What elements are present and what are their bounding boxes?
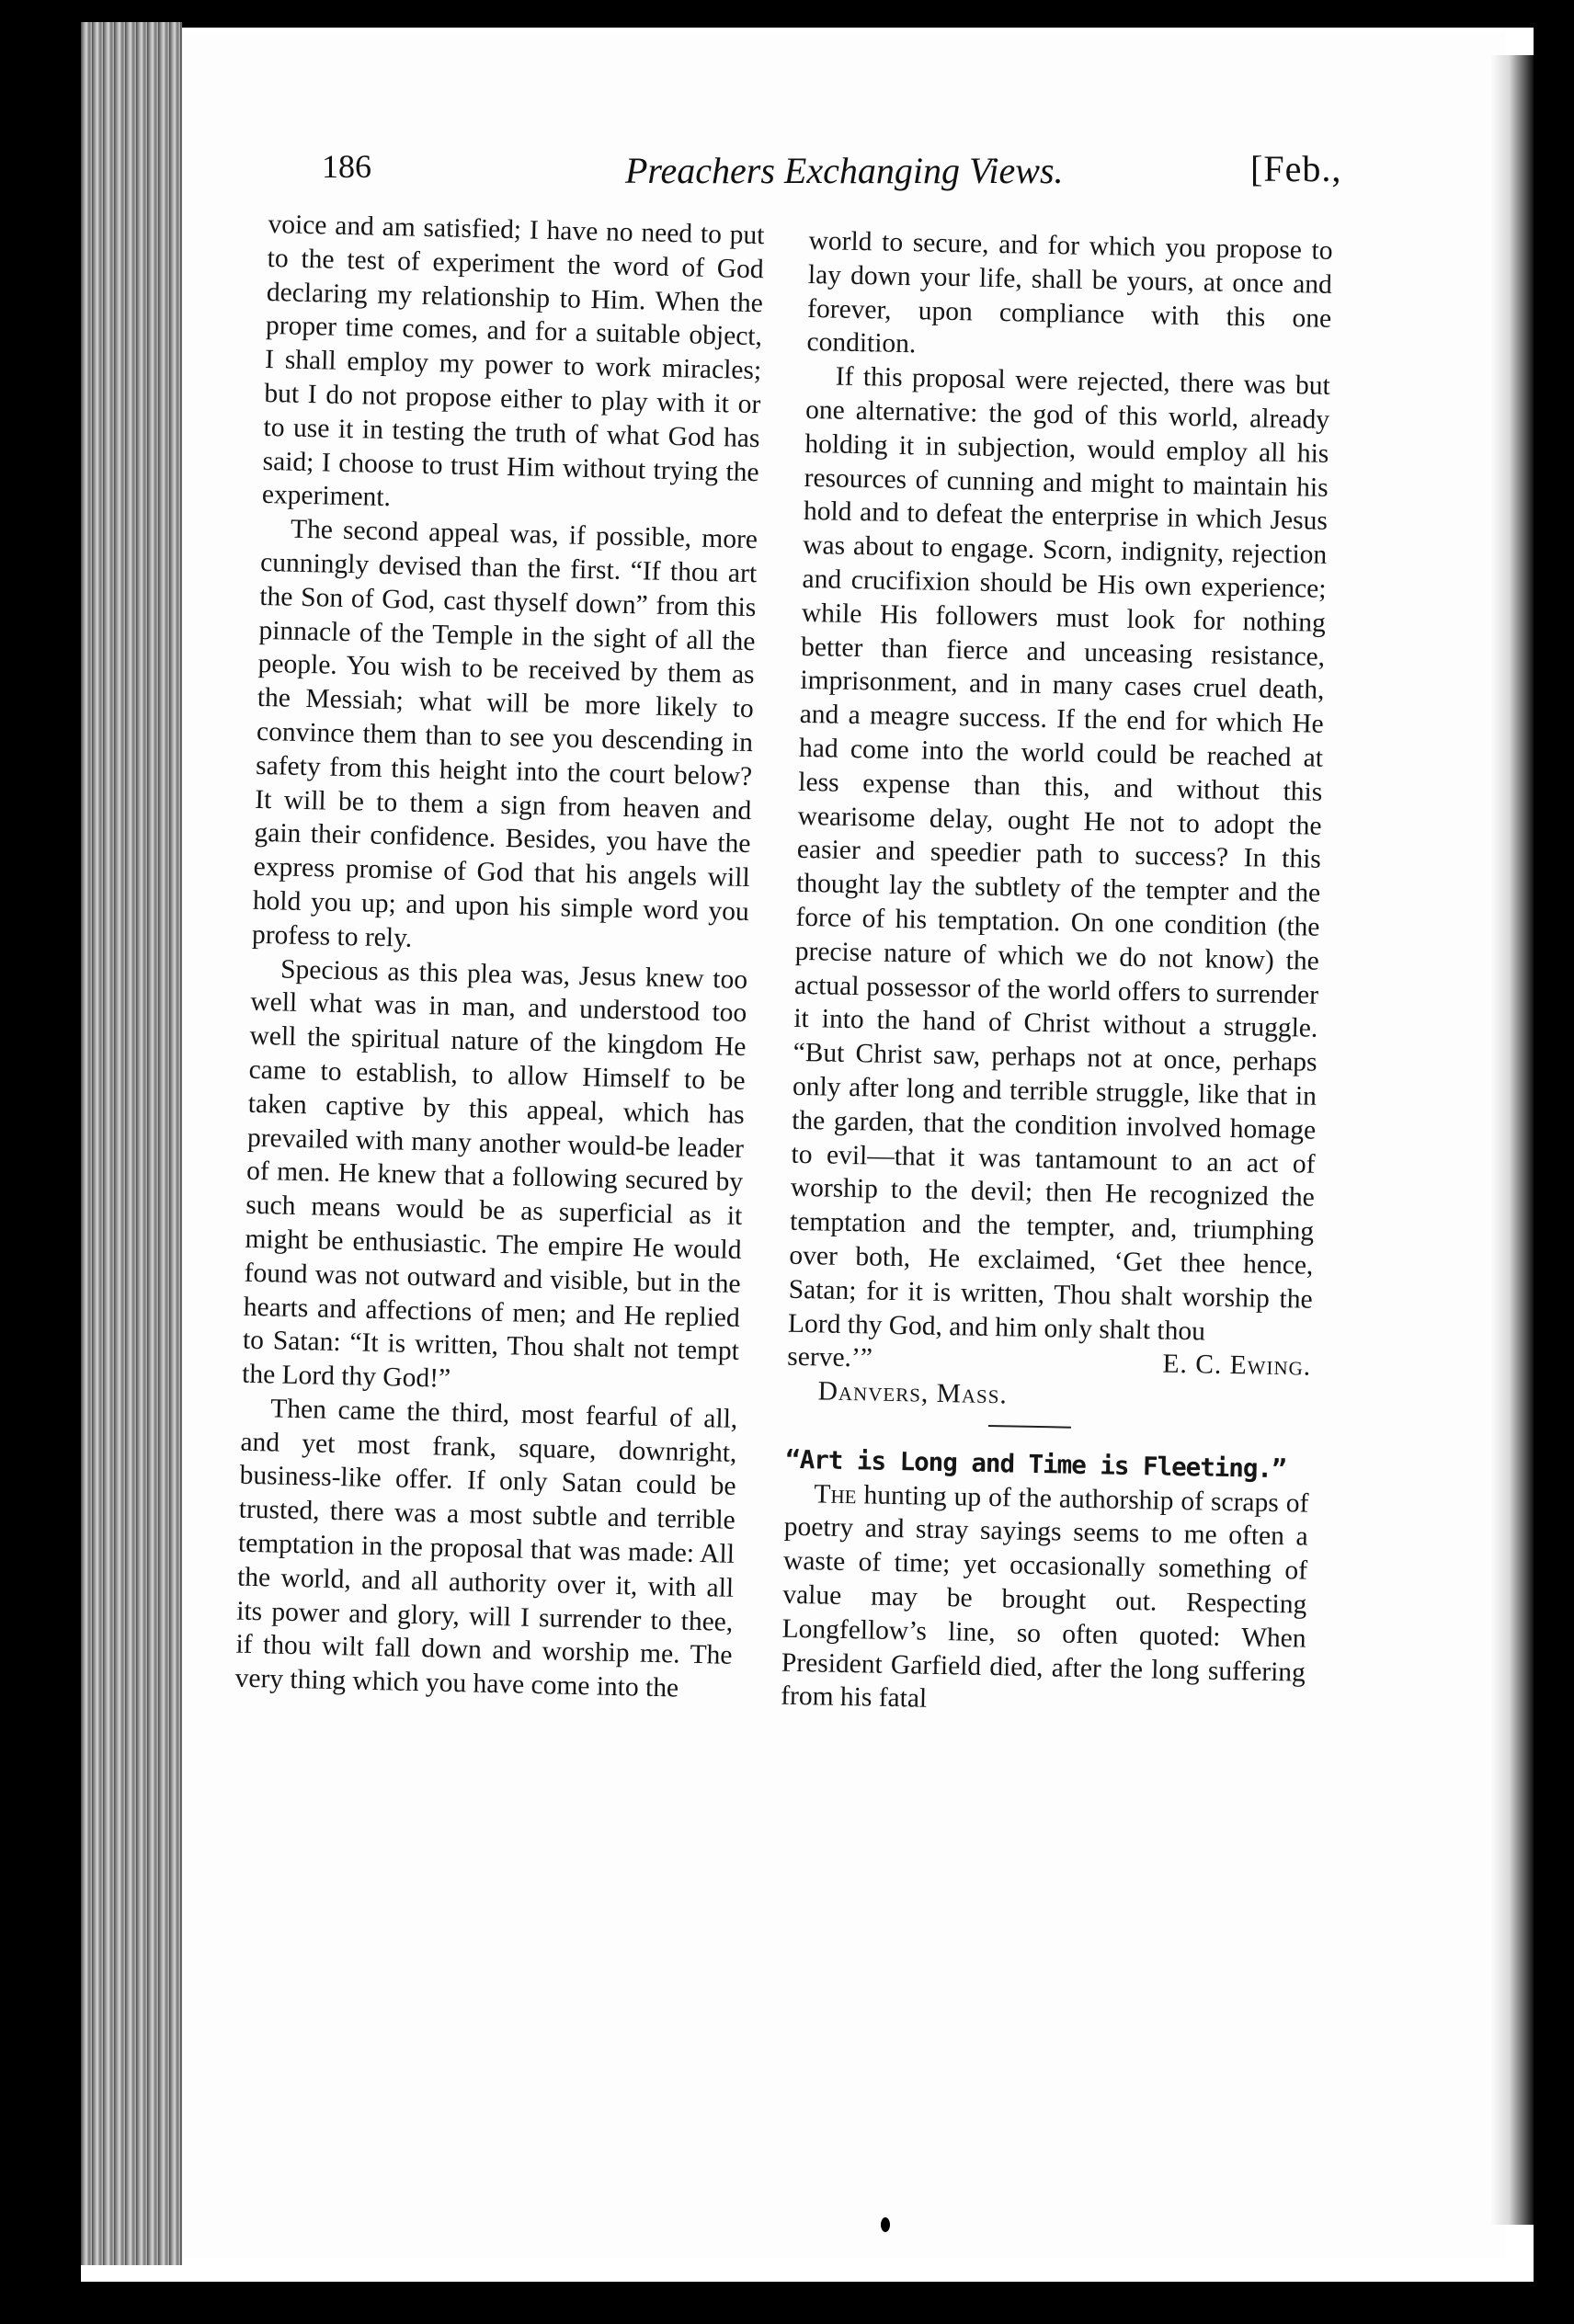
- paragraph: [781, 1476, 1309, 1723]
- book-gutter-edge: [81, 22, 182, 2265]
- section-divider: [988, 1425, 1071, 1429]
- left-column: [234, 208, 765, 1707]
- paragraph: Then came the third, most fearful of all, and yet most frank, square, downright, business-like offer. If only Satan could be trusted, there was a most subtle and terrible temptation in the proposal that was made: All the world, and all authority over it, with all its power and glory, will I surrender to thee, if thou wilt fall down and worship me. The very thing which you have come into the: [234, 1394, 738, 1703]
- lead-word: The: [814, 1479, 857, 1509]
- paragraph: world to secure, and for which you propose to lay down your life, shall be yours, at once and forever, upon compliance with this one condition.: [806, 225, 1333, 359]
- article-text: hunting up of the authorship of scraps of poetry and stray sayings seems to me often a waste of time; yet occasionally something of value may be brought out. Respecting Longfellow’s line, so often quoted: When President Garfield died, after the long suffering from his fatal: [780, 1480, 1309, 1715]
- scan-border-right: [1534, 0, 1574, 2324]
- page-right-edge-shadow: [1489, 55, 1534, 2225]
- running-month: [Feb.,: [1250, 148, 1342, 189]
- paragraph: voice and am satisfied; I have no need to put to the test of experiment the word of God declaring my relationship to Him. When the proper time comes, and for a suitable object, I shall employ my power to work miracles; but I do not propose either to play with it or to use it in testing the truth of what God has said; I choose to trust Him without trying the experiment.: [261, 209, 765, 513]
- ink-speck: [881, 2217, 890, 2232]
- article-heading: “Art is Long and Time is Fleeting.”: [784, 1444, 1286, 1485]
- right-column: [781, 224, 1333, 1724]
- closing-line: serve.’”: [787, 1342, 873, 1373]
- paragraph: The second appeal was, if possible, more cunningly devised than the first. “If thou art the Son of God, cast thyself down” from this pinnacle of the Temple in the sight of all the people. You wish to be received by them as the Messiah; what will be more likely to convince them than to see you descending in safety from this height into the court below? It will be to them a sign from heaven and gain their confidence. Besides, you have the express promise of God that his angels will hold you up; and upon his simple word you profess to rely.: [251, 514, 758, 953]
- paragraph: If this proposal were rejected, there was but one alternative: the god of this world, already holding it in subjection, would employ all his resources of cunning and might to maintain his hold and to defeat the enterprise in which Jesus was about to engage. Scorn, indignity, rejection and crucifixion should be His own experience; while His followers must look for nothing better than fierce and unceasing resistance, imprisonment, and in many cases cruel death, and a meagre success. If the end for which He had come into the world could be reached at less expense than this, and without this wearisome delay, ought He not to adopt the easier and speedier path to success? In this thought lay the subtlety of the tempter and the force of his temptation. On one condition (the precise nature of which we do not know) the actual possessor of the world offers to surrender it into the hand of Christ without a struggle. “But Christ saw, perhaps not at once, perhaps only after long and terrible struggle, like that in the garden, that the condition involved homage to evil—that it was tantamount to an act of worship to the devil; then He recognized the temptation and the tempter, and, triumphing over both, He exclaimed, ‘Get thee hence, Satan; for it is written, Thou shalt worship the Lord thy God, and him only shalt thou: [787, 361, 1331, 1346]
- scan-border-bottom: [0, 2282, 1574, 2324]
- paragraph: Specious as this plea was, Jesus knew too well what was in man, and understood too well the spiritual nature of the kingdom He came to establish, to allow Himself to be taken captive by this appeal, which has prevailed with many another would-be leader of men. He knew that a following secured by such means would be as superficial as it might be enthusiastic. The empire He would found was not outward and visible, but in the hearts and affections of men; and He replied to Satan: “It is written, Thou shalt not tempt the Lord thy God!”: [241, 954, 748, 1394]
- scan-border-left: [0, 0, 81, 2324]
- author-signature: E. C. Ewing.: [1162, 1349, 1312, 1383]
- page-number: 186: [322, 148, 371, 185]
- scan-border-top: [0, 0, 1574, 28]
- author-place: Danvers, Mass.: [817, 1376, 1009, 1410]
- running-head: [322, 147, 1379, 202]
- running-title: Preachers Exchanging Views.: [625, 150, 1064, 191]
